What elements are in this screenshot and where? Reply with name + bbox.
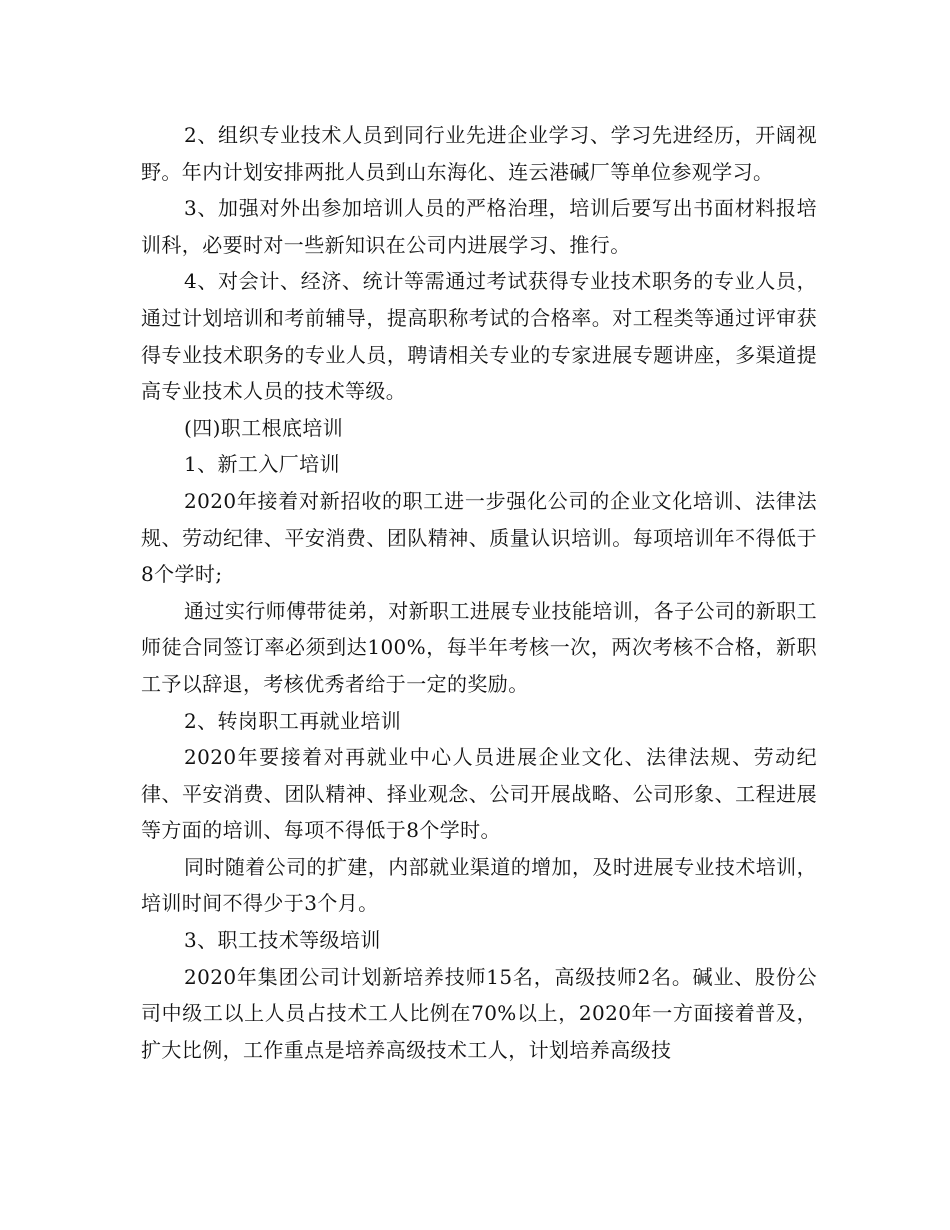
section-heading-basic-training: (四)职工根底培训 [184, 415, 344, 440]
subheading-new-employee-training: 1、新工入厂培训 [184, 452, 340, 477]
paragraph-study-visits: 2、组织专业技术人员到同行业先进企业学习、学习先进经历，开阔视野。年内计划安排两批人员到山东海化、连云港碱厂等单位参观学习。 [141, 123, 817, 184]
paragraph-training-management: 3、加强对外出参加培训人员的严格治理，培训后要写出书面材料报培训科，必要时对一些新知识在公司内进展学习、推行。 [141, 196, 817, 257]
paragraph-apprenticeship: 通过实行师傅带徒弟，对新职工进展专业技能培训，各子公司的新职工师徒合同签订率必须到达100%，每半年考核一次，两次考核不合格，新职工予以辞退，考核优秀者给于一定的奖励。 [141, 598, 817, 696]
subheading-reemployment-training: 2、转岗职工再就业培训 [184, 708, 402, 733]
document-body [141, 117, 817, 1068]
paragraph-expansion-training: 同时随着公司的扩建，内部就业渠道的增加，及时进展专业技术培训，培训时间不得少于3个月。 [141, 854, 817, 916]
paragraph-reemployment-center: 2020年要接着对再就业中心人员进展企业文化、法律法规、劳动纪律、平安消费、团队精神、择业观念、公司开展战略、公司形象、工程进展等方面的培训、每项不得低于8个学时。 [141, 745, 817, 843]
paragraph-professional-titles: 4、对会计、经济、统计等需通过考试获得专业技术职务的专业人员，通过计划培训和考前辅导，提高职称考试的合格率。对工程类等通过评审获得专业技术职务的专业人员，聘请相关专业的专家进展专题讲座，多渠道提高专业技术人员的技术等级。 [141, 269, 817, 404]
paragraph-technician-plan: 2020年集团公司计划新培养技师15名，高级技师2名。碱业、股份公司中级工以上人员占技术工人比例在70%以上，2020年一方面接着普及，扩大比例，工作重点是培养高级技术工人，计划培养高级技 [141, 964, 817, 1062]
paragraph-new-employee-culture: 2020年接着对新招收的职工进一步强化公司的企业文化培训、法律法规、劳动纪律、平安消费、团队精神、质量认识培训。每项培训年不得低于8个学时; [141, 488, 817, 587]
subheading-skill-level-training: 3、职工技术等级培训 [184, 928, 381, 953]
